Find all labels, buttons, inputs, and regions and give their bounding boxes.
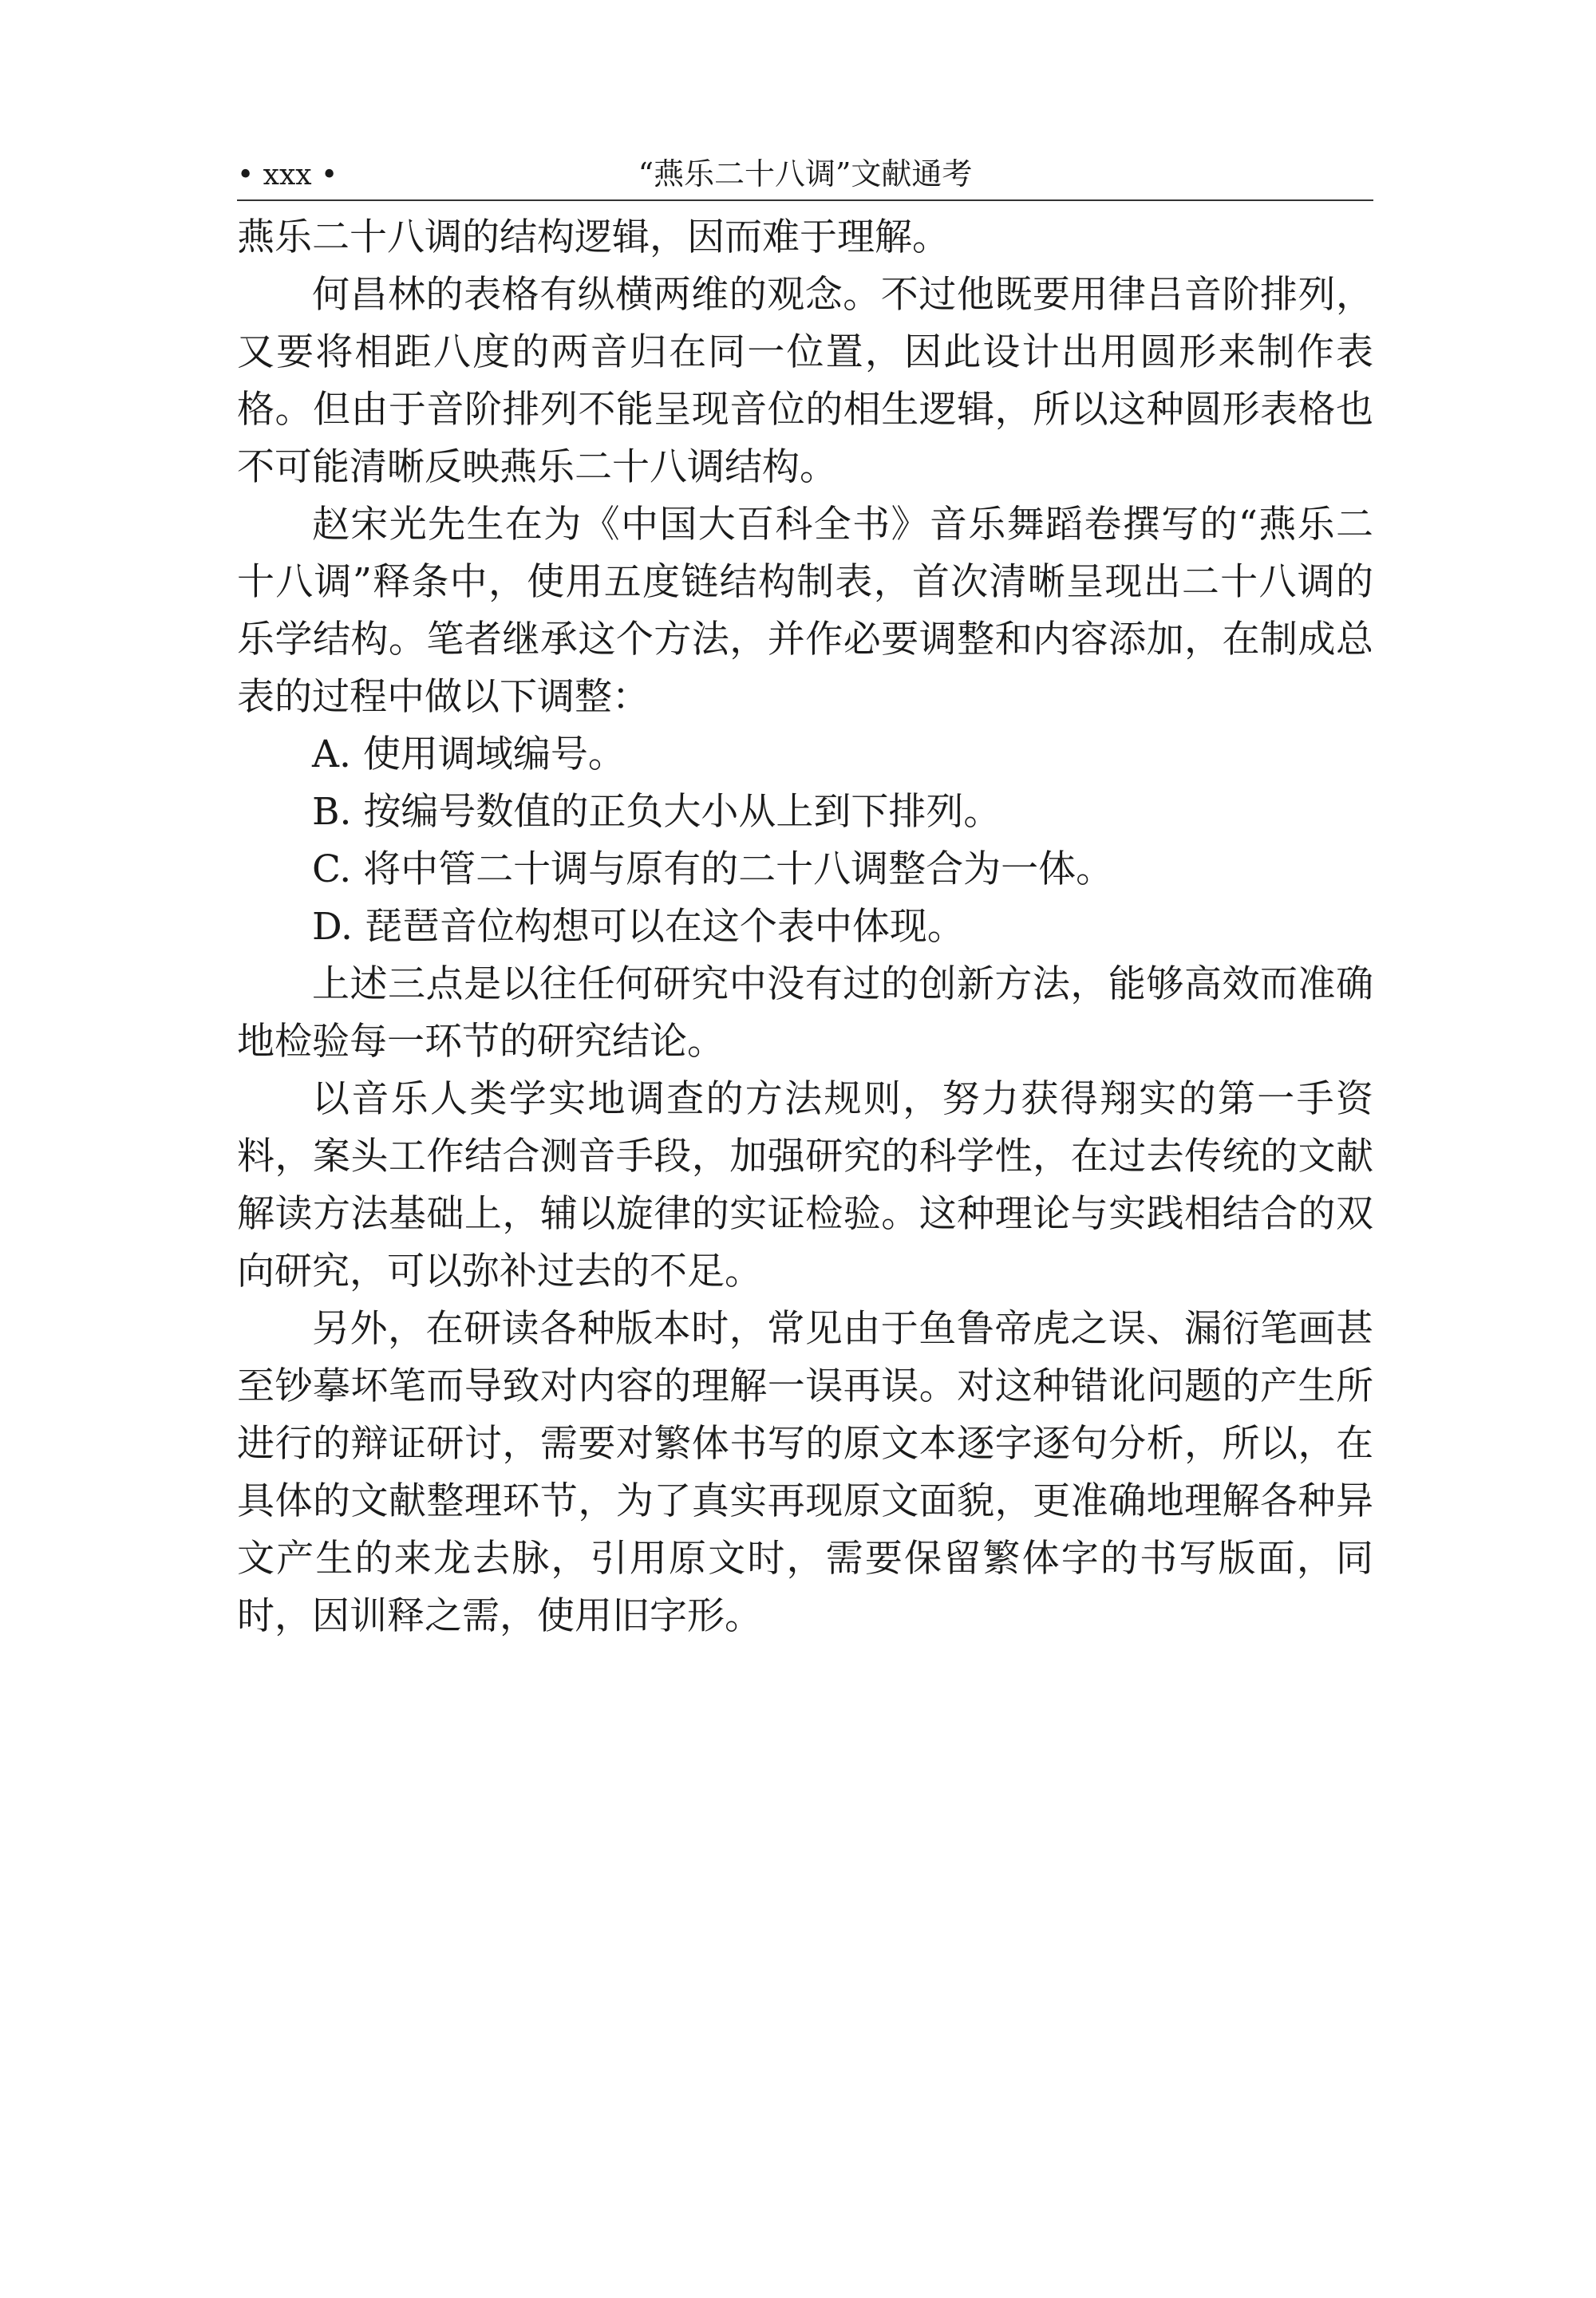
paragraph: 何昌林的表格有纵横两维的观念。不过他既要用律吕音阶排列，又要将相距八度的两音归在同一位置，因此设计出用圆形来制作表格。但由于音阶排列不能呈现音位的相生逻辑，所以这种圆形表格也不可能清晰反映燕乐二十八调结构。: [237, 273, 1373, 489]
list-item: A. 使用调域编号。: [312, 732, 626, 776]
paragraph-continued: 燕乐二十八调的结构逻辑，因而难于理解。: [237, 215, 950, 259]
page-header: [237, 152, 1373, 199]
paragraph: 以音乐人类学实地调查的方法规则，努力获得翔实的第一手资料，案头工作结合测音手段，加强研究的科学性，在过去传统的文献解读方法基础上，辅以旋律的实证检验。这种理论与实践相结合的双向研究，可以弥补过去的不足。: [237, 1077, 1373, 1293]
page-number: • xxx •: [237, 159, 338, 192]
body-text: [237, 209, 1373, 1645]
paragraph: 赵宋光先生在为《中国大百科全书》音乐舞蹈卷撰写的“燕乐二十八调”释条中，使用五度链结构制表，首次清晰呈现出二十八调的乐学结构。笔者继承这个方法，并作必要调整和内容添加，在制成总表的过程中做以下调整：: [237, 503, 1373, 719]
paragraph: 另外，在研读各种版本时，常见由于鱼鲁帝虎之误、漏衍笔画甚至钞摹坏笔而导致对内容的理解一误再误。对这种错讹问题的产生所进行的辩证研讨，需要对繁体书写的原文本逐字逐句分析，所以，在具体的文献整理环节，为了真实再现原文面貌，更准确地理解各种异文产生的来龙去脉，引用原文时，需要保留繁体字的书写版面，同时，因训释之需，使用旧字形。: [237, 1307, 1373, 1638]
list-item: D. 琵琶音位构想可以在这个表中体现。: [312, 905, 965, 949]
paragraph: 上述三点是以往任何研究中没有过的创新方法，能够高效而准确地检验每一环节的研究结论。: [237, 962, 1373, 1064]
list-item: C. 将中管二十调与原有的二十八调整合为一体。: [312, 847, 1114, 891]
list-item: B. 按编号数值的正负大小从上到下排列。: [312, 790, 1001, 834]
running-title: “燕乐二十八调”文献通考: [638, 156, 973, 192]
header-rule: [237, 199, 1373, 201]
